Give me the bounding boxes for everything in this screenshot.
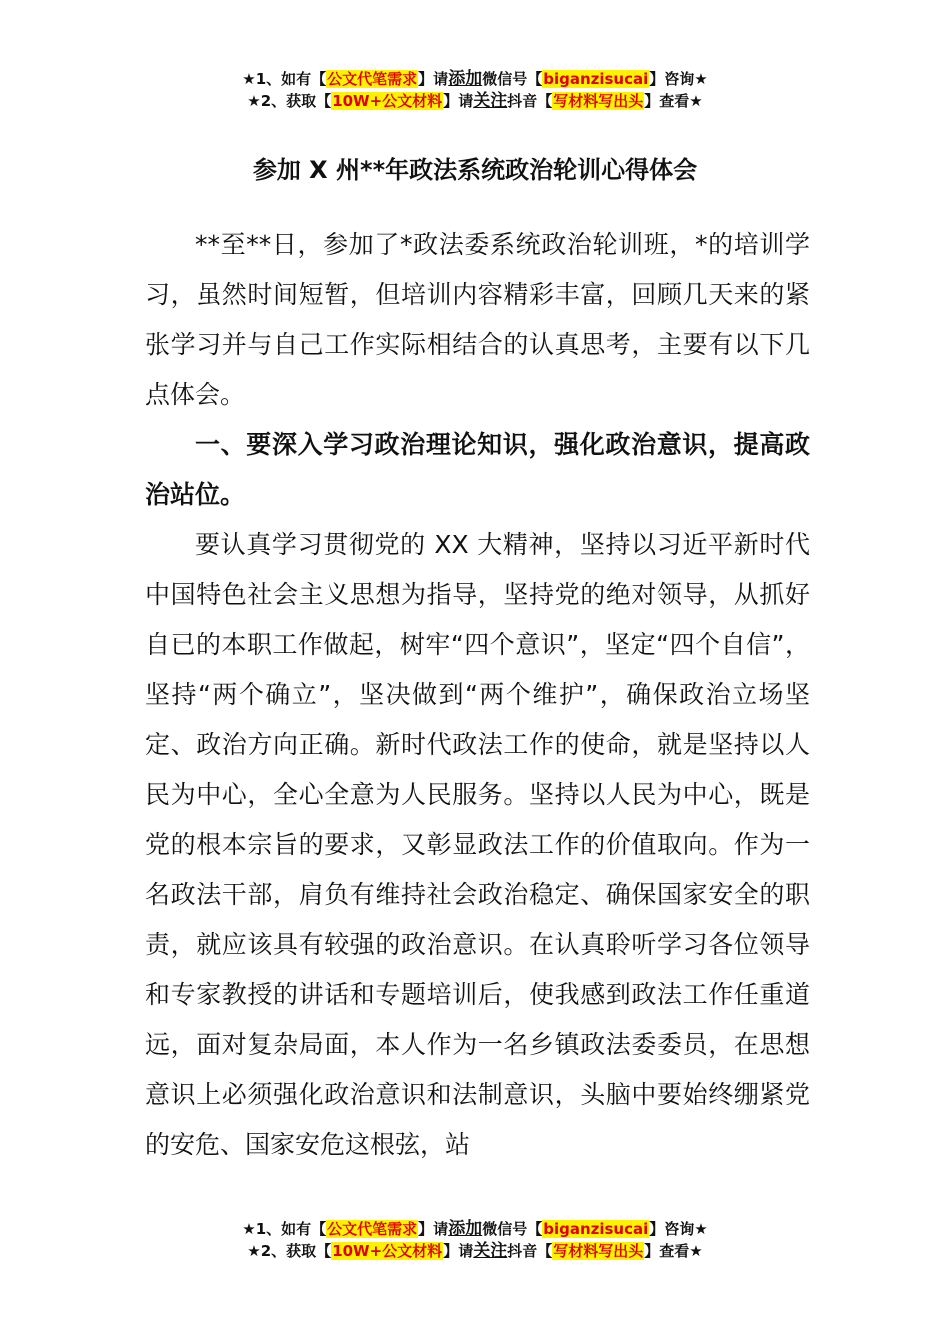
banner-text: 微信号【 <box>482 1220 543 1238</box>
banner-underline: 关注 <box>473 91 508 111</box>
banner-text: 】请 <box>418 70 449 88</box>
banner-text: ★1、如有【 <box>242 70 327 88</box>
banner-line-1 <box>0 1218 950 1240</box>
banner-text: ★2、获取【 <box>247 92 332 110</box>
banner-highlight: 10W+公文材料 <box>332 92 443 110</box>
banner-text: 抖音【 <box>507 92 553 110</box>
banner-text: 微信号【 <box>482 70 543 88</box>
banner-highlight: 写材料写出头 <box>553 92 644 110</box>
banner-highlight: 写材料写出头 <box>553 1242 644 1260</box>
section-heading: 一、要深入学习政治理论知识，强化政治意识，提高政治站位。 <box>145 430 810 509</box>
banner-underline: 添加 <box>448 1219 483 1239</box>
banner-text: 】请 <box>443 92 474 110</box>
banner-highlight: 公文代笔需求 <box>327 70 418 88</box>
banner-text: 】咨询★ <box>649 1220 708 1238</box>
banner-highlight: biganzisucai <box>543 70 649 88</box>
banner-underline: 关注 <box>473 1241 508 1261</box>
banner-highlight: biganzisucai <box>543 1220 649 1238</box>
banner-line-2 <box>0 90 950 112</box>
banner-line-1 <box>0 68 950 90</box>
document-title: 参加 X 州**年政法系统政治轮训心得体会 <box>252 156 698 184</box>
banner-highlight: 10W+公文材料 <box>332 1242 443 1260</box>
banner-line-2 <box>0 1240 950 1262</box>
banner-underline: 添加 <box>448 69 483 89</box>
top-banner <box>0 68 950 112</box>
banner-text: ★2、获取【 <box>247 1242 332 1260</box>
banner-text: 】请 <box>418 1220 449 1238</box>
banner-text: 】查看★ <box>644 1242 703 1260</box>
paragraph-body: 要认真学习贯彻党的 XX 大精神，坚持以习近平新时代中国特色社会主义思想为指导，坚持党的绝对领导，从抓好自已的本职工作做起，树牢“四个意识”，坚定“四个自信”，坚持“两个确立”，坚决做到“两个维护”，确保政治立场坚定、政治方向正确。新时代政法工作的使命，就是坚持以人民为中心，全心全意为人民服务。坚持以人民为中心，既是党的根本宗旨的要求，又彰显政法工作的价值取向。作为一名政法干部，肩负有维持社会政治稳定、确保国家安全的职责，就应该具有较强的政治意识。在认真聆听学习各位领导和专家教授的讲话和专题培训后，使我感到政法工作任重道远，面对复杂局面，本人作为一名乡镇政法委委员，在思想意识上必须强化政治意识和法制意识，头脑中要始终绷紧党的安危、国家安危这根弦，站 <box>145 530 810 1159</box>
document-body <box>145 220 810 1170</box>
banner-text: 抖音【 <box>507 1242 553 1260</box>
bottom-banner <box>0 1218 950 1262</box>
banner-text: ★1、如有【 <box>242 1220 327 1238</box>
banner-text: 】查看★ <box>644 92 703 110</box>
banner-text: 】请 <box>443 1242 474 1260</box>
banner-highlight: 公文代笔需求 <box>327 1220 418 1238</box>
banner-text: 】咨询★ <box>649 70 708 88</box>
paragraph-intro: **至**日，参加了*政法委系统政治轮训班，*的培训学习，虽然时间短暂，但培训内容精彩丰富，回顾几天来的紧张学习并与自己工作实际相结合的认真思考，主要有以下几点体会。 <box>145 230 810 409</box>
